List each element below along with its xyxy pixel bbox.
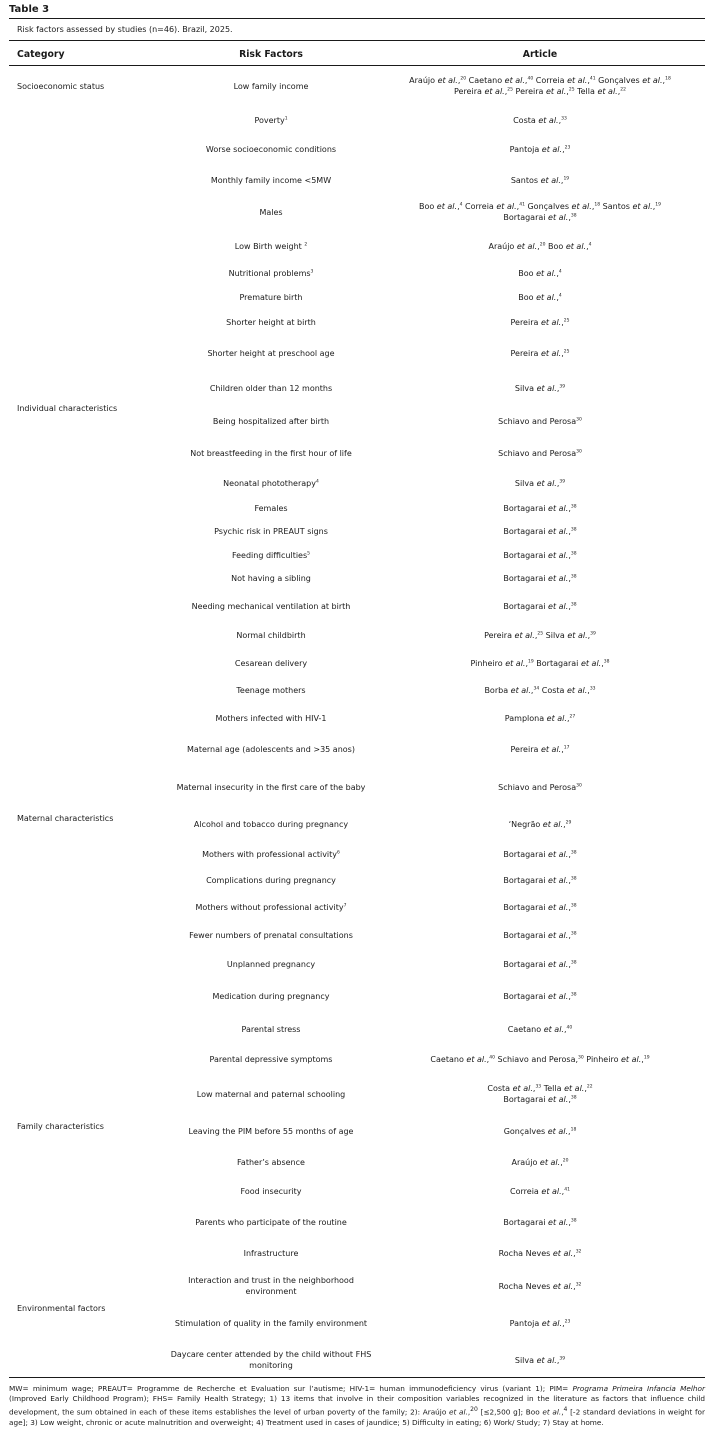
- risk-factor-cell: Worse socioeconomic conditions: [205, 144, 337, 154]
- article-cell: Santos et al.,$^{19}$: [510, 175, 570, 185]
- risk-factor-cell: Alcohol and tobacco during pregnancy: [193, 819, 349, 829]
- risk-factor-cell: Mothers without professional activity$^7$: [195, 902, 347, 912]
- article-cell: Silva et al.,$^{39}$: [514, 383, 566, 393]
- risk-factor-cell: Parental depressive symptoms: [209, 1054, 333, 1064]
- article-cell: Araújo et al.,$^{20}$ Boo et al.,$^4$: [488, 241, 592, 251]
- article-cell: Bortagarai et al.,$^{38}$: [503, 902, 577, 912]
- article-cell: Pamplona et al.,$^{27}$: [504, 713, 576, 723]
- risk-factor-cell: Daycare center attended by the child without FHS monitoring: [170, 1350, 372, 1370]
- article-cell: Bortagarai et al.,$^{38}$: [503, 991, 577, 1001]
- article-cell: Pinheiro et al.,$^{19}$ Bortagarai et al.,$^{38}$: [470, 658, 610, 668]
- risk-factor-cell: Mothers with professional activity$^6$: [202, 849, 340, 859]
- risk-factor-cell: Mothers infected with HIV-1: [215, 713, 327, 723]
- article-cell: Silva et al.,$^{39}$: [514, 478, 566, 488]
- risk-factor-cell: Not having a sibling: [231, 573, 311, 583]
- article-cell: Silva et al.,$^{39}$: [514, 1355, 566, 1365]
- risk-factor-cell: Parental stress: [241, 1024, 301, 1034]
- risk-factor-cell: Cesarean delivery: [234, 658, 308, 668]
- article-cell: Araújo et al.,$^{20}$: [511, 1157, 569, 1167]
- article-cell: Bortagarai et al.,$^{38}$: [503, 849, 577, 859]
- category-cell: Maternal characteristics: [17, 813, 114, 823]
- article-cell: Caetano et al.,$^{40}$: [507, 1024, 573, 1034]
- risk-factor-cell: Unplanned pregnancy: [226, 959, 316, 969]
- article-cell: Pantoja et al.,$^{23}$: [509, 144, 571, 154]
- article-cell: Bortagarai et al.,$^{38}$: [503, 526, 577, 536]
- risk-factor-cell: Leaving the PIM before 55 months of age: [188, 1126, 354, 1136]
- risk-factor-cell: Father’s absence: [237, 1157, 305, 1167]
- risk-factor-cell: Poverty$^1$: [254, 115, 288, 125]
- table-caption: Risk factors assessed by studies (n=46). Brazil, 2025.: [17, 25, 233, 34]
- article-cell: Pereira et al.,$^{25}$ Silva et al.,$^{39}$: [484, 630, 596, 640]
- table-footnote: MW= minimum wage; PREAUT= Programme de Recherche et Evaluation sur l’autisme; HIV-1= human immunodeficiency virus (variant 1); PIM= Programa Primeira Infancia Melhor (Improved Early Childhood Program); FHS= Family Health Strategy; 1) 13 items that involve in their composition variables recognized in the literature as factors that influence child development, the sum obtained in each of these items establishes the level of urban poverty of the family; 2): Araújo et al.,$^{20}$ [≤2,500 g]; Boo et al.,$^4$ [-2 standard deviations in weight for age]; 3) Low weight, chronic or acute malnutrition and overweight; 4) Treatment used in cases of jaundice; 5) Difficulty in eating; 6) Work/ Study; 7) Stay at home.: [9, 1384, 705, 1427]
- risk-factor-cell: Being hospitalized after birth: [212, 416, 330, 426]
- risk-factor-cell: Interaction and trust in the neighborhood environment: [188, 1276, 354, 1296]
- risk-factor-cell: Males: [259, 207, 283, 217]
- article-cell: Bortagarai et al.,$^{38}$: [503, 503, 577, 513]
- article-cell: Pereira et al.,$^{25}$: [510, 317, 570, 327]
- header-article: Article: [522, 49, 558, 60]
- article-cell: Boo et al.,$^4$: [518, 268, 562, 278]
- article-cell: Rocha Neves et al.,$^{32}$: [498, 1281, 582, 1291]
- category-cell: Individual characteristics: [17, 403, 118, 413]
- article-cell: Pereira et al.,$^{17}$: [510, 744, 570, 754]
- risk-factor-cell: Parents who participate of the routine: [195, 1217, 347, 1227]
- risk-factor-cell: Not breastfeeding in the first hour of life: [190, 448, 352, 458]
- risk-factor-cell: Psychic risk in PREAUT signs: [214, 526, 328, 536]
- risk-factor-cell: Neonatal phototherapy$^4$: [223, 478, 319, 488]
- article-cell: Pereira et al.,$^{25}$: [510, 348, 570, 358]
- risk-factor-cell: Monthly family income <5MW: [210, 175, 332, 185]
- risk-factor-cell: Low family income: [233, 81, 309, 91]
- risk-factor-cell: Feeding difficulties$^5$: [231, 550, 311, 560]
- article-cell: ‘Negrão et al.,$^{29}$: [508, 819, 572, 829]
- article-cell: Schiavo and Perosa$^{30}$: [498, 448, 582, 458]
- risk-factor-cell: Low Birth weight $^2$: [234, 241, 308, 251]
- risk-factor-cell: Needing mechanical ventilation at birth: [191, 601, 351, 611]
- header-bottom-rule: [9, 65, 705, 66]
- article-cell: Bortagarai et al.,$^{38}$: [503, 875, 577, 885]
- category-cell: Environmental factors: [17, 1303, 106, 1313]
- article-cell: Borba et al.,$^{34}$ Costa et al.,$^{33}$: [484, 685, 596, 695]
- article-cell: Gonçalves et al.,$^{18}$: [503, 1126, 577, 1136]
- header-category: Category: [17, 49, 65, 60]
- risk-factor-cell: Low maternal and paternal schooling: [196, 1089, 346, 1099]
- article-cell: Pantoja et al.,$^{23}$: [509, 1318, 571, 1328]
- table-label: Table 3: [9, 4, 50, 15]
- risk-factor-cell: Shorter height at preschool age: [207, 348, 335, 358]
- article-cell: Boo et al.,$^4$: [518, 292, 562, 302]
- article-cell: Correia et al.,$^{41}$: [510, 1186, 570, 1196]
- risk-factor-cell: Maternal insecurity in the first care of the baby: [176, 782, 366, 792]
- risk-factor-cell: Nutritional problems$^3$: [228, 268, 314, 278]
- header-top-rule: [9, 40, 705, 41]
- risk-factor-cell: Premature birth: [239, 292, 303, 302]
- risk-factor-cell: Stimulation of quality in the family environment: [174, 1318, 368, 1328]
- risk-factor-cell: Maternal age (adolescents and >35 anos): [187, 744, 355, 754]
- article-cell: Bortagarai et al.,$^{38}$: [503, 573, 577, 583]
- article-cell: Bortagarai et al.,$^{38}$: [503, 601, 577, 611]
- article-cell: Bortagarai et al.,$^{38}$: [503, 550, 577, 560]
- category-cell: Family characteristics: [17, 1121, 104, 1131]
- header-risk-factors: Risk Factors: [239, 49, 303, 60]
- risk-factor-cell: Complications during pregnancy: [206, 875, 336, 885]
- article-cell: Rocha Neves et al.,$^{32}$: [498, 1248, 582, 1258]
- risk-factor-cell: Females: [254, 503, 288, 513]
- risk-factor-cell: Children older than 12 months: [209, 383, 333, 393]
- top-rule: [9, 18, 705, 19]
- table-bottom-rule: [9, 1377, 705, 1378]
- category-cell: Socioeconomic status: [17, 81, 105, 91]
- risk-factor-cell: Normal childbirth: [236, 630, 306, 640]
- article-cell: Araújo et al.,$^{20}$ Caetano et al.,$^{40}$ Correia et al.,$^{41}$ Gonçalves et al.,$^{18}$ Pereira et al.,$^{25}$ Pereira et al.,$^{25}$ Tella et al.,$^{22}$: [409, 76, 671, 96]
- article-cell: Bortagarai et al.,$^{38}$: [503, 930, 577, 940]
- risk-factor-cell: Food insecurity: [240, 1186, 302, 1196]
- article-cell: Costa et al.,$^{33}$: [513, 115, 567, 125]
- article-cell: Caetano et al.,$^{40}$ Schiavo and Perosa,$^{30}$ Pinheiro et al.,$^{19}$: [430, 1054, 650, 1064]
- risk-factor-cell: Infrastructure: [243, 1248, 299, 1258]
- article-cell: Bortagarai et al.,$^{38}$: [503, 1217, 577, 1227]
- article-cell: Schiavo and Perosa$^{30}$: [498, 416, 582, 426]
- risk-factor-cell: Medication during pregnancy: [212, 991, 330, 1001]
- risk-factor-cell: Teenage mothers: [236, 685, 306, 695]
- risk-factor-cell: Fewer numbers of prenatal consultations: [189, 930, 353, 940]
- risk-factor-cell: Shorter height at birth: [226, 317, 316, 327]
- article-cell: Costa et al.,$^{33}$ Tella et al.,$^{22}$ Bortagarai et al.,$^{38}$: [487, 1084, 593, 1104]
- article-cell: Bortagarai et al.,$^{38}$: [503, 959, 577, 969]
- article-cell: Boo et al.,$^4$ Correia et al.,$^{41}$ Gonçalves et al.,$^{18}$ Santos et al.,$^{19}$ Bortagarai et al.,$^{38}$: [418, 202, 662, 222]
- article-cell: Schiavo and Perosa$^{30}$: [498, 782, 582, 792]
